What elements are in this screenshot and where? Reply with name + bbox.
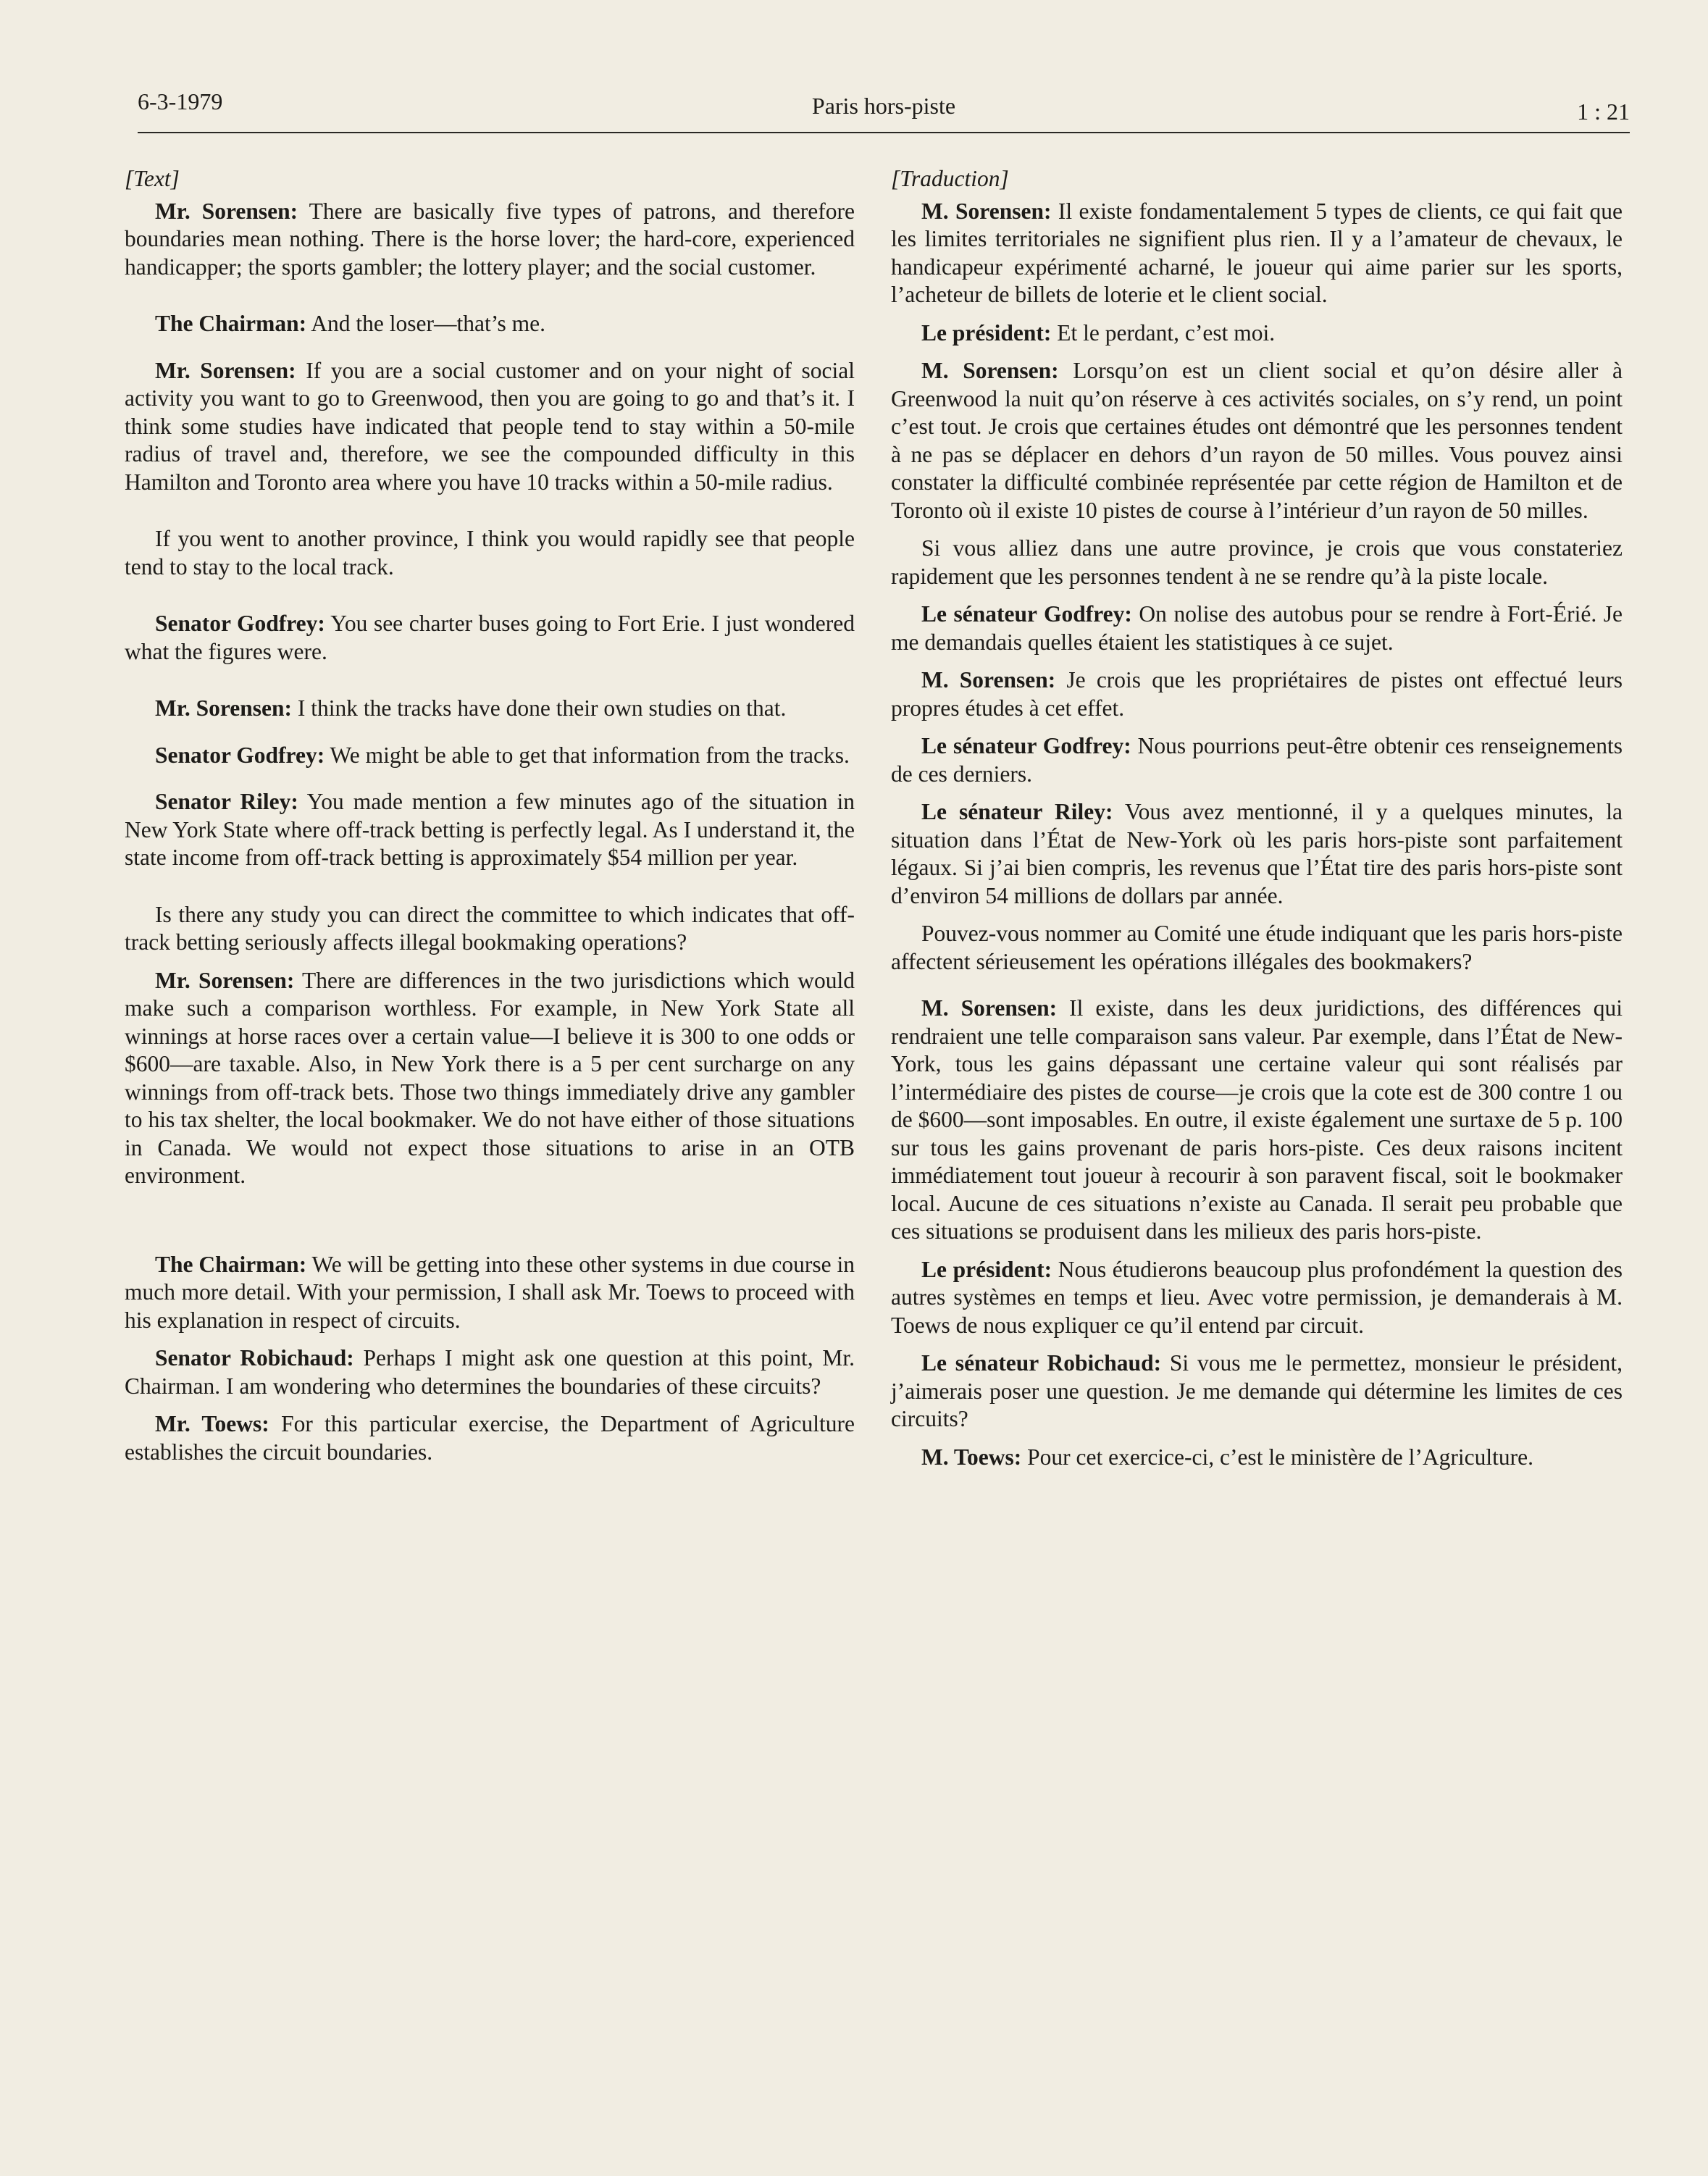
speaker-name: M. Toews: [921,1444,1022,1470]
paragraph-text: Pour cet exercice-ci, c’est le ministère de l’Agriculture. [1021,1444,1533,1470]
english-paragraph [125,198,855,282]
paragraph-text: There are basically five types of patrons, and therefore boundaries mean nothing. There is the horse lover; the hard-core, experienced handicapper; the sports gambler; the lottery player; and the social customer. [125,198,855,280]
french-column [891,165,1623,1471]
paragraph-text: Nous pourrions peut-être obtenir ces renseignements de ces derniers. [891,733,1623,787]
speaker-name: Senator Riley: [155,789,298,814]
speaker-name: M. Sorensen: [921,358,1059,383]
english-paragraph [125,610,855,666]
speaker-name: Le président: [921,1256,1052,1282]
english-paragraph [125,357,855,497]
paragraph-text: Je crois que les propriétaires de pistes ont effectué leurs propres études à cet effet. [891,667,1623,721]
french-paragraph [891,1349,1623,1434]
english-paragraph [125,1410,855,1466]
french-paragraph [891,798,1623,910]
page-header [138,88,1630,133]
english-paragraph [125,742,855,770]
speaker-name: Mr. Sorensen: [155,198,298,224]
speaker-name: M. Sorensen: [921,198,1052,224]
english-paragraph [125,1251,855,1335]
english-column [125,165,855,1466]
paragraph-text: Is there any study you can direct the committee to which indicates that off-track betting seriously affects illegal bookmaking operations? [125,901,855,955]
paragraph-text: We might be able to get that information from the tracks. [325,742,850,768]
speaker-name: The Chairman: [155,311,307,336]
paragraph-text: Pouvez-vous nommer au Comité une étude indiquant que les paris hors-piste affectent sérieusement les opérations illégales des bookmakers? [891,921,1623,974]
paragraph-text: On nolise des autobus pour se rendre à Fort-Érié. Je me demandais quelles étaient les statistiques à ce sujet. [891,601,1623,655]
speaker-name: Le sénateur Godfrey: [921,601,1132,627]
paragraph-text: Il existe fondamentalement 5 types de clients, ce qui fait que les limites territoriales ne signifient plus rien. Il y a l’amateur de chevaux, le handicapeur expérimenté acharné, le joueur qui aime parier sur les sports, l’acheteur de billets de loterie et le client social. [891,198,1623,307]
french-paragraph [891,535,1623,590]
paragraph-text: If you went to another province, I think you would rapidly see that people tend to stay to the local track. [125,526,855,579]
speaker-name: Le sénateur Robichaud: [921,1350,1162,1376]
speaker-name: Mr. Toews: [155,1411,269,1436]
english-paragraph [125,525,855,581]
paragraph-text: Nous étudierons beaucoup plus profondément la question des autres systèmes en temps et lieu. Avec votre permission, je demanderais à M. Toews de nous expliquer ce qu’il entend par circuit. [891,1256,1623,1338]
speaker-name: M. Sorensen: [921,995,1058,1021]
speaker-name: Senator Godfrey: [155,742,325,768]
paragraph-text: Perhaps I might ask one question at this point, Mr. Chairman. I am wondering who determines the boundaries of these circuits? [125,1345,855,1399]
english-paragraph [125,1344,855,1400]
english-language-tag: [Text] [125,166,180,191]
speaker-name: Mr. Sorensen: [155,967,295,993]
paragraph-text: You see charter buses going to Fort Erie. I just wondered what the figures were. [125,611,855,664]
french-paragraph [891,357,1623,524]
english-paragraph [125,967,855,1190]
french-language-tag: [Traduction] [891,166,1009,191]
paragraph-text: Lorsqu’on est un client social et qu’on désire aller à Greenwood la nuit qu’on réserve à ces activités sociales, on s’y rend, un point c’est tout. Je crois que certaines études ont démontré que les personnes tendent à ne pas se déplacer en dehors d’un rayon de 50 milles. Vous pouvez ainsi constater la difficulté combinée représentée par cette région de Hamilton et de Toronto où il existe 10 pistes de course à l’intérieur d’un rayon de 50 milles. [891,358,1623,523]
speaker-name: Le sénateur Riley: [921,799,1113,824]
paragraph-text: For this particular exercise, the Department of Agriculture establishes the circuit boundaries. [125,1411,855,1465]
paragraph-text: Et le perdant, c’est moi. [1051,319,1276,346]
speaker-name: Le président: [921,319,1052,346]
french-paragraph [891,1444,1623,1472]
speaker-name: Mr. Sorensen: [155,695,292,721]
paragraph-text: There are differences in the two jurisdictions which would make such a comparison worthless. For example, in New York State all winnings at horse races over a certain value—I believe it is 300 to one odds or $600—are taxable. Also, in New York there is a 5 per cent surcharge on any winnings from off-track bets. Those two things immediately drive any gambler to his tax shelter, the local bookmaker. We do not have either of those situations in Canada. We would not expect those situations to arise in an OTB environment. [125,967,855,1188]
speaker-name: M. Sorensen: [921,667,1056,692]
english-paragraph [125,788,855,872]
header-page-number: 1 : 21 [1577,99,1630,125]
english-paragraph [125,310,855,338]
french-paragraph [891,666,1623,722]
french-paragraph [891,732,1623,788]
speaker-name: Le sénateur Godfrey: [921,733,1131,758]
speaker-name: The Chairman: [155,1251,307,1277]
header-date: 6-3-1979 [138,88,223,114]
speaker-name: Senator Robichaud: [155,1345,354,1371]
paragraph-text: And the loser—that’s me. [306,311,545,336]
paragraph-text: You made mention a few minutes ago of the situation in New York State where off-track betting is perfectly legal. As I understand it, the state income from off-track betting is approximately $54 million per year. [125,789,855,870]
french-paragraph [891,601,1623,656]
speaker-name: Senator Godfrey: [155,611,325,636]
paragraph-text: If you are a social customer and on your night of social activity you want to go to Greenwood, then you are going to go and that’s it. I think some studies have indicated that people tend to stay within a 50-mile radius of travel and, therefore, we see the compounded difficulty in this Hamilton and Toronto area where you have 10 tracks within a 50-mile radius. [125,357,855,495]
header-title: Paris hors-piste [811,93,956,119]
french-paragraph [891,319,1623,348]
french-paragraph [891,1256,1623,1340]
paragraph-text: We will be getting into these other systems in due course in much more detail. With your permission, I shall ask Mr. Toews to proceed with his explanation in respect of circuits. [125,1251,855,1333]
paragraph-text: Il existe, dans les deux juridictions, des différences qui rendraient une telle comparaison sans valeur. Par exemple, dans l’État de New-York, tous les gains dépassant une certaine valeur qui sont réalisés par l’intermédiaire des pistes de course—je crois que la cote est de 300 contre 1 ou de $600—sont imposables. En outre, il existe également une surtaxe de 5 p. 100 sur tous les gains provenant de paris hors-piste. Ces deux raisons incitent immédiatement tout joueur à recourir à son paravent fiscal, soit le bookmaker local. Aucune de ces situations n’existe au Canada. Il serait peu probable que ces situations se produisent dans les milieux des paris hors-piste. [891,995,1623,1244]
paragraph-text: Si vous me le permettez, monsieur le président, j’aimerais poser une question. Je me demande qui détermine les limites de ces circuits? [891,1350,1623,1431]
paragraph-text: I think the tracks have done their own studies on that. [292,695,787,721]
paragraph-text: Si vous alliez dans une autre province, je crois que vous constateriez rapidement que les personnes tendent à ne se rendre qu’à la piste locale. [891,535,1623,589]
paragraph-text: Vous avez mentionné, il y a quelques minutes, la situation dans l’État de New-York où les paris hors-piste sont parfaitement légaux. Si j’ai bien compris, les revenus que l’État tire des paris hors-piste sont d’environ 54 millions de dollars par année. [891,799,1623,908]
english-paragraph [125,901,855,957]
english-paragraph [125,695,855,723]
french-paragraph [891,920,1623,976]
french-paragraph [891,995,1623,1246]
french-paragraph [891,198,1623,309]
speaker-name: Mr. Sorensen: [155,357,296,383]
